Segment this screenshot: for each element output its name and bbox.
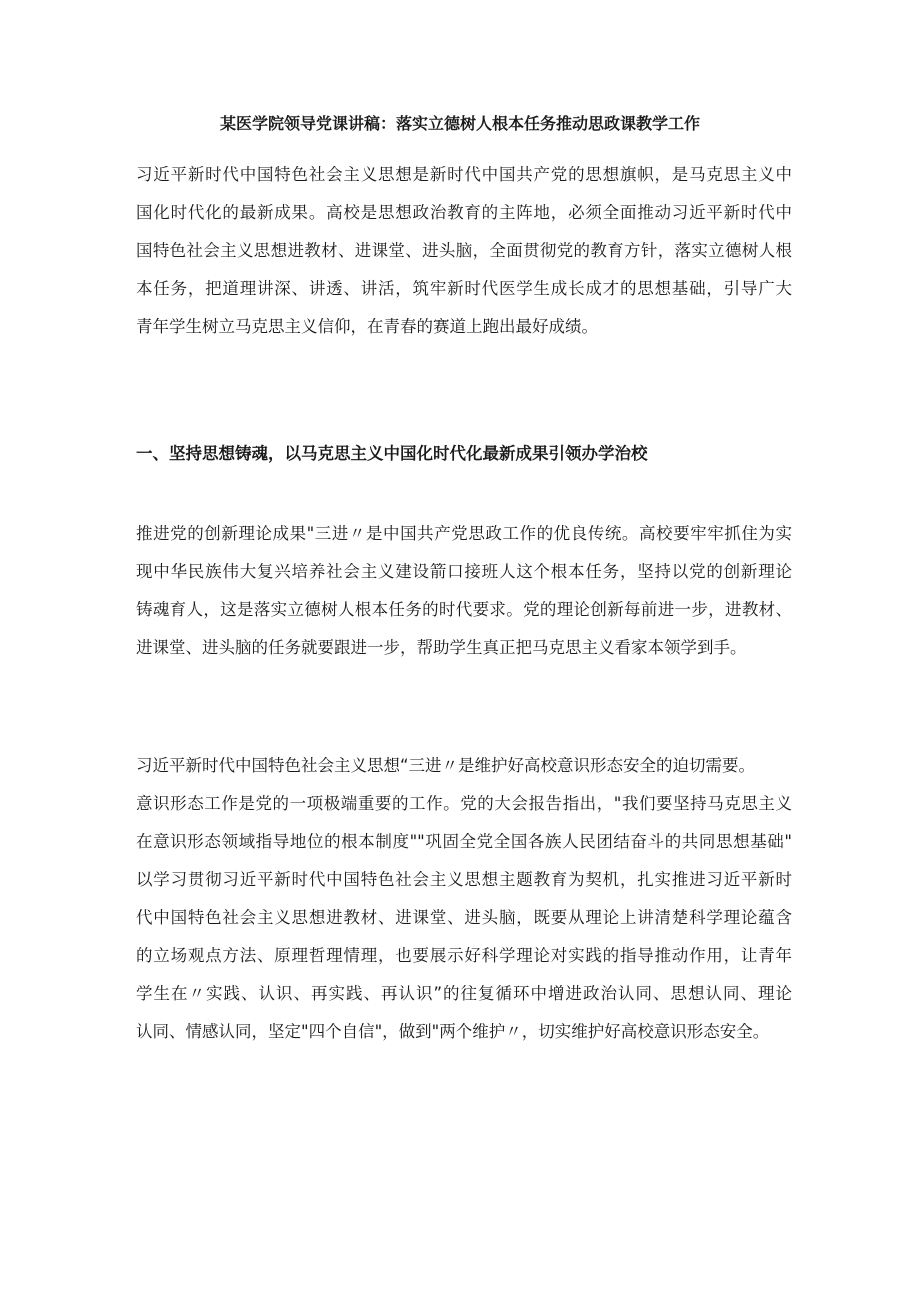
paragraph-line: 进课堂、进头脑的任务就要跟进一步，帮助学生真正把马克思主义看家本领学到手。	[136, 638, 747, 657]
paragraph-line: 代中国特色社会主义思想进教材、进课堂、进头脑，既要从理论上讲清楚科学理论蕴含	[136, 908, 792, 927]
paragraph-section1-a	[136, 515, 792, 667]
paragraph-line: 学生在〃实践、认识、再实践、再认识”的往复循环中增进政治认同、思想认同、理论	[136, 984, 792, 1003]
paragraph-line: 的立场观点方法、原理哲理情理，也要展示好科学理论对实践的指导推动作用，让青年	[136, 946, 792, 965]
paragraph-line: 在意识形态领域指导地位的根本制度""巩固全党全国各族人民团结奋斗的共同思想基础"	[136, 832, 792, 851]
paragraph-line: 国化时代化的最新成果。高校是思想政治教育的主阵地，必须全面推动习近平新时代中	[136, 203, 792, 222]
paragraph-line: 习近平新时代中国特色社会主义思想是新时代中国共产党的思想旗帜，是马克思主义中	[136, 165, 792, 184]
paragraph-line: 现中华民族伟大复兴培养社会主义建设箭口接班人这个根本任务，坚持以党的创新理论	[136, 562, 792, 581]
paragraph-line: 认同、情感认同，坚定"四个自信"，做到"两个维护〃，切实维护好高校意识形态安全。	[136, 1022, 770, 1041]
paragraph-line: 青年学生树立马克思主义信仰，在青春的赛道上跑出最好成绩。	[136, 317, 598, 336]
paragraph-line: 国特色社会主义思想进教材、进课堂、进头脑，全面贯彻党的教育方针，落实立德树人根	[136, 241, 792, 260]
document-title: 某医学院领导党课讲稿：落实立德树人根本任务推动思政课教学工作	[219, 114, 700, 133]
paragraph-line: 意识形态工作是党的一项极端重要的工作。党的大会报告指出，"我们要坚持马克思主义	[136, 794, 792, 813]
paragraph-intro	[136, 156, 792, 346]
paragraph-line: 以学习贯彻习近平新时代中国特色社会主义思想主题教育为契机，扎实推进习近平新时	[136, 870, 792, 889]
paragraph-line: 习近平新时代中国特色社会主义思想“三进〃是维护好高校意识形态安全的迫切需要。	[136, 756, 756, 775]
paragraph-line: 推进党的创新理论成果"三进〃是中国共产党思政工作的优良传统。高校要牢牢抓住为实	[136, 524, 792, 543]
paragraph-line: 铸魂育人，这是落实立德树人根本任务的时代要求。党的理论创新每前进一步，进教材、	[136, 600, 792, 619]
paragraph-line: 本任务，把道理讲深、讲透、讲活，筑牢新时代医学生成长成才的思想基础，引导广大	[136, 279, 792, 298]
section-heading-1: 一、坚持思想铸魂，以马克思主义中国化时代化最新成果引领办学治校	[136, 444, 648, 463]
paragraph-section1-b	[136, 747, 792, 1051]
